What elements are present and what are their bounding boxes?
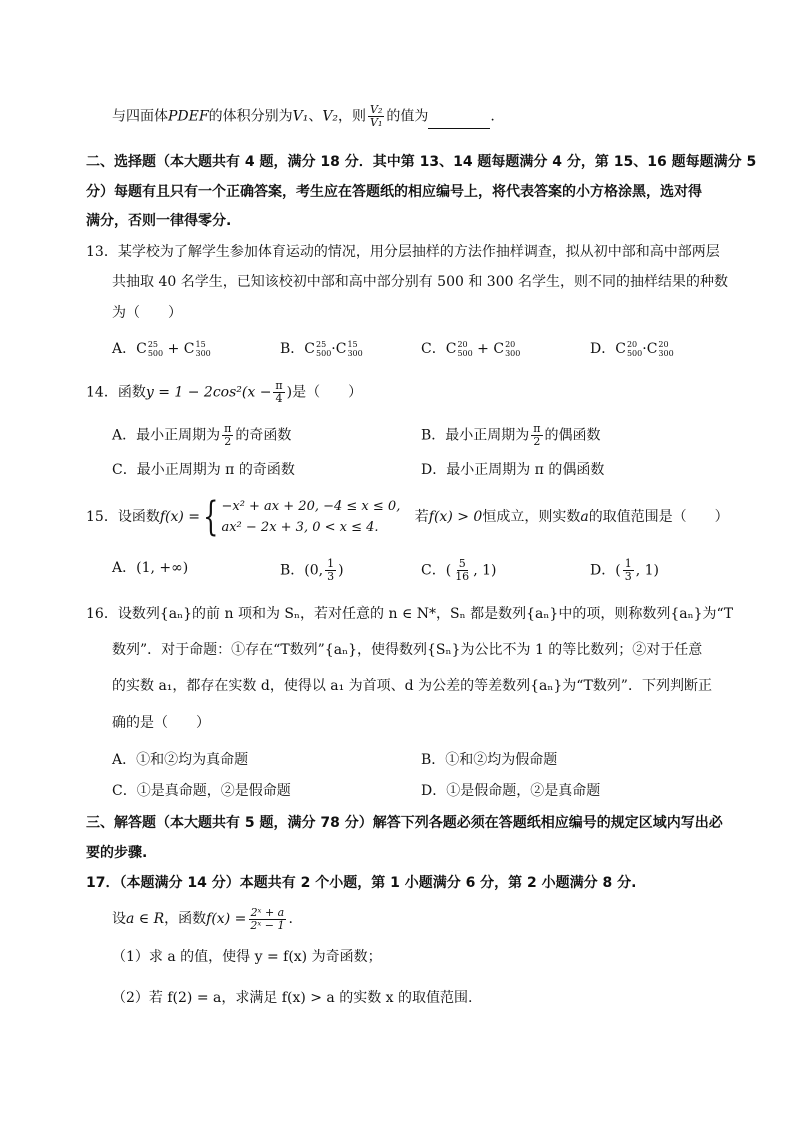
- q15-c-pre: C．(: [421, 562, 452, 579]
- q15-case1: −x² + ax + 20, −4 ≤ x ≤ 0,: [221, 499, 401, 514]
- q13-option-b[interactable]: [280, 339, 363, 359]
- q14-option-b[interactable]: [421, 423, 601, 448]
- q17-frac-num: 2ˣ + a: [250, 905, 285, 919]
- combo-op: ·: [331, 341, 336, 357]
- q17-fraction: [248, 907, 286, 932]
- combination-c1: [446, 339, 473, 359]
- q13-option-d[interactable]: [590, 339, 674, 359]
- q17-set-end: .: [288, 911, 293, 927]
- q15-post2: 恒成立，则实数: [482, 509, 581, 525]
- q13-line3: 为（ ）: [112, 305, 182, 321]
- q16-line4: 确的是（ ）: [112, 715, 210, 731]
- q14-a-den: 2: [224, 435, 232, 448]
- q15-brace: {: [203, 494, 219, 540]
- q13-line1: 13．某学校为了解学生参加体育运动的情况，用分层抽样的方法作抽样调查，拟从初中部和高中部两层: [86, 244, 720, 260]
- q14-option-a[interactable]: [112, 423, 291, 448]
- q17-part1: （1）求 a 的值，使得 y = f(x) 为奇函数；: [112, 949, 382, 965]
- q13-option-a[interactable]: [112, 339, 211, 359]
- q14-b-frac: [531, 423, 542, 448]
- q14-a-frac: [222, 423, 233, 448]
- combination-c2: [493, 339, 520, 359]
- q14-a-num: π: [224, 422, 232, 435]
- q15-a: a: [580, 509, 589, 525]
- q13-option-a-label: A．: [112, 341, 137, 357]
- q17-set-pre: 设: [112, 911, 126, 927]
- q14-a-pre: A．最小正周期为: [112, 427, 221, 444]
- combo-sub: 500: [457, 349, 473, 358]
- q14-pi-over-4: [273, 380, 284, 405]
- q15-d-frac: [623, 558, 634, 583]
- combo-sup: 20: [658, 340, 669, 349]
- q17-setup: [112, 906, 293, 932]
- combo-sup: 15: [347, 340, 358, 349]
- q15-d-den: 3: [624, 570, 632, 583]
- q12-end: .: [490, 108, 495, 125]
- q12-sep: 、: [308, 108, 323, 125]
- q16-option-d[interactable]: D．①是假命题，②是真命题: [421, 783, 601, 799]
- q15-d-post: , 1): [635, 562, 659, 579]
- q12-answer-blank[interactable]: [428, 114, 490, 129]
- q15-cases: [221, 496, 400, 538]
- combo-c: C: [445, 341, 457, 357]
- q15-b-pre: B．(0,: [280, 562, 324, 579]
- q15-post1: 若: [414, 509, 429, 525]
- q13-option-c[interactable]: [421, 339, 520, 359]
- q15-b-den: 3: [327, 570, 335, 583]
- q13-option-b-label: B．: [280, 341, 305, 357]
- combo-sup: 20: [457, 340, 468, 349]
- combo-sub: 500: [626, 349, 643, 358]
- q15-b-num: 1: [327, 557, 335, 570]
- q13-option-d-label: D．: [590, 341, 616, 357]
- q15-fx: f(x) =: [159, 509, 201, 525]
- combo-op: +: [477, 341, 489, 357]
- q15-b-frac: [325, 558, 336, 583]
- q15-cond: f(x) > 0: [428, 509, 483, 525]
- combination-c1: [136, 339, 163, 359]
- q17-a-in-r: a ∈ R: [126, 911, 165, 927]
- q16-line1: 16．设数列{aₙ}的前 n 项和为 Sₙ，若对任意的 n ∈ N*，Sₙ 都是数列{aₙ}中的项，则称数列{aₙ}为“T: [86, 606, 734, 622]
- q12-text-pre: 与四面体: [112, 108, 168, 125]
- section2-line1: 二、选择题（本大题共有 4 题，满分 18 分．其中第 13、14 题每题满分 4 分，第 15、16 题每题满分 5: [86, 154, 757, 170]
- combo-op: +: [167, 341, 180, 357]
- combination-c2: [647, 339, 674, 359]
- combo-sup: 25: [316, 340, 327, 349]
- q12-pdef: PDEF: [168, 108, 209, 125]
- combo-op: ·: [642, 341, 647, 357]
- q12-post: 的值为: [386, 108, 429, 125]
- q15-b-post: ): [338, 562, 344, 579]
- combo-sup: 15: [195, 340, 206, 349]
- q14-stem: [86, 380, 362, 405]
- q15-c-num: 5: [458, 557, 466, 570]
- q12-tail-line: [112, 104, 495, 129]
- combo-c: C: [646, 341, 658, 357]
- q12-frac-den: V₁: [370, 116, 383, 129]
- combo-sub: 300: [658, 349, 674, 358]
- combo-c: C: [335, 341, 347, 357]
- q13-option-c-label: C．: [421, 341, 446, 357]
- section2-line3: 满分，否则一律得零分.: [86, 213, 232, 229]
- combo-sub: 500: [147, 349, 164, 358]
- q12-v2: V₂: [322, 108, 339, 125]
- q12-text-mid: 的体积分别为: [208, 108, 293, 125]
- q14-option-d[interactable]: D．最小正周期为 π 的偶函数: [421, 462, 605, 478]
- q14-a-post: 的奇函数: [235, 427, 292, 444]
- q15-c-den: 16: [455, 570, 470, 583]
- q14-b-den: 2: [533, 435, 541, 448]
- q15-option-c[interactable]: [421, 558, 496, 583]
- q17-fx: f(x) =: [206, 911, 247, 927]
- combo-sub: 300: [347, 349, 363, 358]
- q16-option-a[interactable]: A．①和②均为真命题: [112, 752, 249, 768]
- q15-option-a[interactable]: A．(1, +∞): [112, 560, 189, 576]
- section2-line2: 分）每题有且只有一个正确答案，考生应在答题纸的相应编号上，将代表答案的小方格涂黑，选对得: [86, 184, 702, 200]
- combo-sub: 300: [195, 349, 211, 358]
- q12-frac-num: V₂: [370, 103, 383, 116]
- q12-then: ，则: [338, 108, 367, 125]
- combo-sub: 300: [505, 349, 521, 358]
- combo-c: C: [493, 341, 505, 357]
- q15-c-post: , 1): [473, 562, 497, 579]
- q15-post3: 的取值范围是（ ）: [588, 509, 729, 525]
- q14-option-c[interactable]: C．最小正周期为 π 的奇函数: [112, 462, 295, 478]
- combo-c: C: [304, 341, 316, 357]
- q16-option-b[interactable]: B．①和②均为假命题: [421, 752, 558, 768]
- q14-frac-den: 4: [275, 392, 283, 405]
- q16-line3: 的实数 a₁，都存在实数 d，使得以 a₁ 为首项、d 为公差的等差数列{aₙ}为“T数列”．下列判断正: [112, 678, 712, 694]
- q15-d-num: 1: [624, 557, 632, 570]
- q17-heading: 17．（本题满分 14 分）本题共有 2 个小题，第 1 小题满分 6 分，第 2 小题满分 8 分.: [86, 875, 637, 891]
- combo-sub: 500: [316, 349, 332, 358]
- q16-line2: 数列”．对于命题：①存在“T数列”{aₙ}，使得数列{Sₙ}为公比不为 1 的等比数列；②对于任意: [112, 642, 703, 658]
- q15-case2: ax² − 2x + 3, 0 < x ≤ 4.: [221, 520, 379, 535]
- q15-option-d[interactable]: [590, 558, 659, 583]
- combo-sup: 25: [147, 340, 159, 349]
- combo-c: C: [615, 341, 626, 357]
- q16-option-c[interactable]: C．①是真命题，②是假命题: [112, 783, 291, 799]
- q17-part2: （2）若 f(2) = a，求满足 f(x) > a 的实数 x 的取值范围.: [112, 990, 473, 1006]
- combination-c2: [336, 339, 363, 359]
- q15-stem: [86, 496, 729, 538]
- q14-func: y = 1 − 2cos²(x −: [145, 384, 272, 401]
- combo-c: C: [136, 341, 147, 357]
- q14-stem-pre: 14．函数: [86, 384, 146, 401]
- q15-option-b[interactable]: [280, 558, 344, 583]
- combination-c2: [184, 339, 211, 359]
- combo-sup: 20: [626, 340, 638, 349]
- q15-c-frac: [453, 558, 471, 583]
- q14-stem-post: )是（ ）: [286, 384, 363, 401]
- q14-frac-num: π: [275, 379, 283, 392]
- q17-frac-den: 2ˣ − 1: [250, 918, 285, 932]
- q12-v1: V₁: [292, 108, 309, 125]
- section3-line1: 三、解答题（本大题共有 5 题，满分 78 分）解答下列各题必须在答题纸相应编号的规定区域内写出必: [86, 815, 723, 831]
- q15-piecewise: [200, 496, 400, 538]
- q13-line2: 共抽取 40 名学生，已知该校初中部和高中部分别有 500 和 300 名学生，则不同的抽样结果的种数: [112, 274, 728, 290]
- combo-c: C: [183, 341, 195, 357]
- q14-b-pre: B．最小正周期为: [421, 427, 530, 444]
- q14-b-num: π: [533, 422, 541, 435]
- q15-pre: 15．设函数: [86, 509, 160, 525]
- q14-b-post: 的偶函数: [544, 427, 601, 444]
- q17-set-mid: ，函数: [164, 911, 207, 927]
- combo-sup: 20: [505, 340, 516, 349]
- combination-c1: [304, 339, 331, 359]
- q12-fraction: [368, 104, 384, 129]
- section3-line2: 要的步骤.: [86, 845, 148, 861]
- q15-d-pre: D．(: [590, 562, 621, 579]
- combination-c1: [615, 339, 642, 359]
